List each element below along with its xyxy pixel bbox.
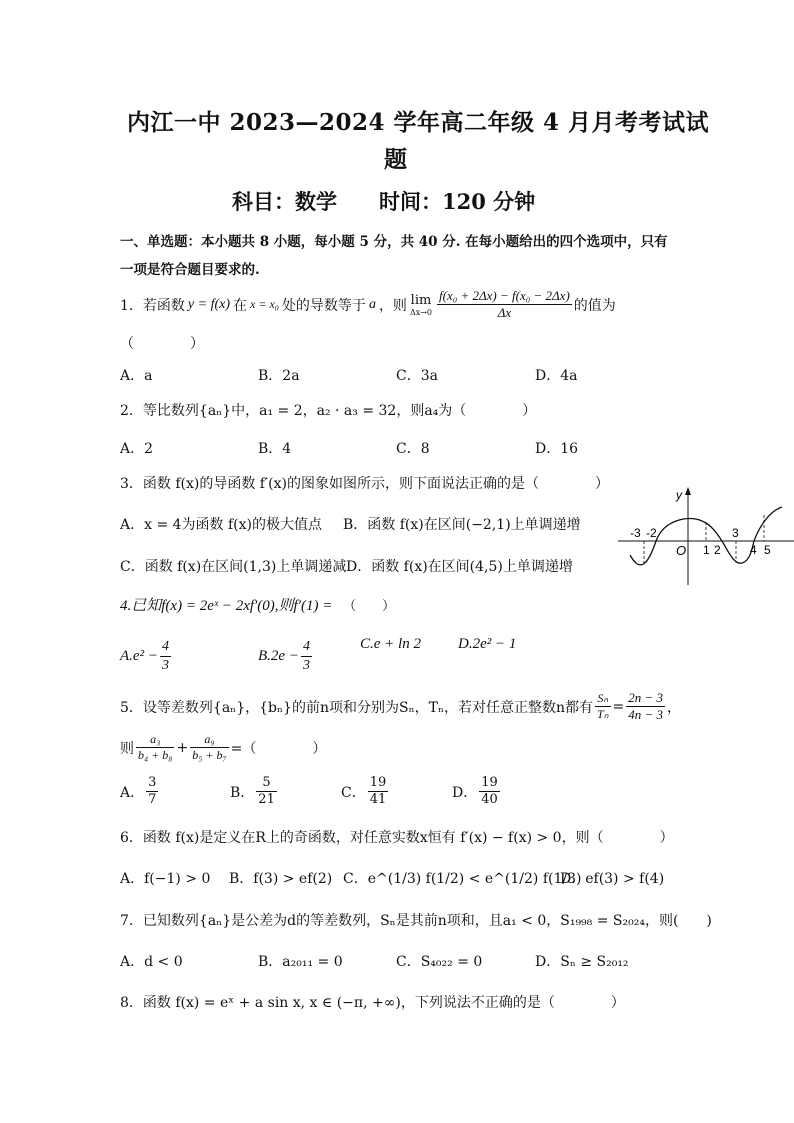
q2-option-b: B．4 — [258, 441, 292, 457]
fraction-numerator: 5 — [256, 775, 277, 792]
question-3: 3．函数 f(x)的导函数 f′(x)的图象如图所示，则下面说法正确的是（ ） — [120, 476, 609, 492]
q1-option-d: D．4a — [535, 368, 578, 384]
q7-option-c: C．S₄₀₂₂ = 0 — [396, 954, 483, 970]
q4-option-d: D.2e² − 1 — [458, 636, 517, 652]
fraction-denominator: 3 — [161, 657, 169, 673]
q4-option-b-fraction — [301, 638, 312, 674]
fraction-numerator: 3 — [146, 775, 158, 792]
q4-option-a-fraction — [160, 638, 171, 674]
q5-option-a — [120, 775, 160, 809]
q1-numerator: f(x₀ + 2Δx) − f(x₀ − 2Δx) — [437, 288, 572, 305]
q5-term-1 — [136, 732, 174, 763]
q5-option-b — [230, 775, 279, 809]
q5-ratio-s-t — [595, 691, 610, 722]
y-axis-arrow — [685, 487, 691, 495]
q2-option-a: A．2 — [120, 441, 154, 457]
q6-option-c: C．e^(1/3) f(1/2) < e^(1/2) f(1/3) — [343, 871, 582, 887]
q1-fraction — [437, 288, 572, 322]
plus-sign: + — [176, 739, 189, 756]
q6-option-a: A．f(−1) > 0 — [120, 871, 211, 887]
q1-function: y = f(x) — [187, 296, 231, 312]
q4-option-c: C.e + ln 2 — [360, 636, 421, 652]
fraction-denominator: 4n − 3 — [628, 707, 664, 723]
subject-line: 科目：数学 时间：120 分钟 — [232, 189, 536, 214]
equals-sign: = — [612, 698, 625, 715]
q7-option-a: A．d < 0 — [120, 954, 183, 970]
q4-answer-paren: （ ） — [343, 599, 396, 614]
q4-option-b — [258, 638, 314, 674]
derivative-graph — [618, 485, 794, 590]
q5-stem: 5．设等差数列{aₙ}，{bₙ}的前n项和分别为Sₙ，Tₙ，若对任意正整数n都有 — [120, 699, 594, 716]
tick-label: -2 — [646, 526, 657, 540]
q5-ratio-expression — [626, 690, 665, 724]
question-5 — [120, 690, 681, 724]
q1-option-c: C．3a — [396, 368, 438, 384]
question-6: 6．函数 f(x)是定义在R上的奇函数，对任意实数x恒有 f′(x) − f(x) > 0，则（ ） — [120, 830, 674, 846]
fraction-numerator: 4 — [160, 638, 171, 657]
section-intro: 一、单选题：本小题共 8 小题，每小题 5 分，共 40 分. 在每小题给出的四个选项中，只有 — [120, 234, 668, 250]
tick-label: 3 — [732, 526, 739, 540]
y-axis-label: y — [676, 488, 682, 502]
q6-option-b: B．f(3) > ef(2) — [229, 871, 333, 887]
q2-option-d: D．16 — [535, 441, 579, 457]
page-title-continued: 题 — [384, 146, 408, 173]
q1-lim-label: lim — [410, 292, 432, 308]
page-title: 内江一中 2023—2024 学年高二年级 4 月月考考试试 — [127, 109, 710, 136]
q7-option-d: D．Sₙ ≥ S₂₀₁₂ — [535, 954, 629, 970]
question-2: 2．等比数列{aₙ}中，a₁ = 2，a₂ · a₃ = 32，则a₄为（ ） — [120, 403, 537, 419]
fraction-denominator: 7 — [148, 792, 157, 808]
q1-point: x = x₀ — [250, 297, 279, 312]
q3-option-b: B．函数 f(x)在区间(−2,1)上单调递增 — [343, 517, 581, 533]
q7-option-b: B．a₂₀₁₁ = 0 — [258, 954, 343, 970]
q1-lim-sub: Δx→0 — [409, 307, 433, 317]
q4-option-b-text: B.2e − — [258, 647, 299, 664]
option-label: B． — [230, 784, 255, 801]
option-label: C． — [341, 784, 366, 801]
option-fraction — [256, 775, 277, 809]
q1-stem-part: 的值为 — [573, 297, 616, 314]
q1-answer-paren: （ ） — [120, 336, 204, 352]
q5-line2-end: =（ ） — [230, 740, 327, 757]
q1-denominator: Δx — [497, 305, 512, 321]
q3-option-a: A．x = 4为函数 f(x)的极大值点 — [120, 517, 322, 533]
q6-option-d: D．ef(3) > f(4) — [560, 871, 665, 887]
q1-stem-part: 1．若函数 — [120, 297, 185, 314]
fraction-denominator: 40 — [481, 792, 498, 808]
fraction-numerator: a₃ — [136, 732, 174, 748]
option-fraction — [368, 775, 389, 809]
question-1 — [120, 288, 616, 322]
tick-label: -3 — [630, 526, 641, 540]
option-fraction — [479, 775, 500, 809]
fraction-numerator: Sₙ — [595, 691, 610, 707]
fraction-denominator: Tₙ — [597, 707, 609, 722]
option-label: D． — [452, 784, 478, 801]
tick-label: 2 — [714, 543, 721, 557]
section-intro-continued: 一项是符合题目要求的. — [120, 262, 260, 278]
fraction-numerator: 2n − 3 — [626, 690, 665, 707]
q1-stem-part: ，则 — [378, 297, 407, 314]
q1-variable-a: a — [368, 296, 376, 312]
q1-limit — [410, 293, 432, 317]
q5-line2-text: 则 — [120, 740, 134, 757]
origin-label: O — [676, 543, 687, 558]
q1-option-b: B．2a — [258, 368, 300, 384]
q4-option-a-text: A.e² − — [120, 647, 158, 664]
q2-option-c: C．8 — [396, 441, 430, 457]
q1-stem-part: 在 — [233, 297, 248, 314]
q5-line-2 — [120, 732, 326, 763]
q5-option-d — [452, 775, 502, 809]
fraction-denominator: 41 — [369, 792, 387, 808]
option-fraction — [146, 775, 158, 809]
fraction-numerator: a₉ — [190, 732, 228, 748]
fraction-denominator: b₅ + b₇ — [192, 748, 227, 762]
fraction-numerator: 19 — [479, 775, 500, 792]
tick-label: 1 — [703, 543, 710, 557]
q3-option-c: C．函数 f(x)在区间(1,3)上单调递减 — [120, 559, 347, 575]
option-label: A． — [120, 784, 145, 801]
q5-term-2 — [190, 732, 228, 763]
question-8: 8．函数 f(x) = eˣ + a sin x, x ∈ (−π, +∞)，下列说法不正确的是（ ） — [120, 995, 625, 1011]
fraction-denominator: 21 — [258, 792, 275, 808]
q1-option-a: A．a — [120, 368, 153, 384]
q5-stem-end: ， — [667, 699, 682, 716]
fraction-denominator: b₄ + b₈ — [138, 748, 173, 762]
q1-stem-part: 处的导数等于 — [281, 297, 366, 314]
q4-line — [120, 594, 395, 615]
question-7: 7．已知数列{aₙ}是公差为d的等差数列，Sₙ是其前n项和，且a₁ < 0，S₁₉₉₈ = S₂₀₂₄，则( ) — [120, 913, 712, 929]
q4-option-a — [120, 638, 173, 674]
fraction-denominator: 3 — [302, 657, 310, 673]
tick-label: 4 — [750, 543, 757, 557]
fraction-numerator: 4 — [301, 638, 312, 657]
q5-option-c — [341, 775, 390, 809]
fraction-numerator: 19 — [368, 775, 389, 792]
question-4: 4.已知f(x) = 2eˣ − 2xf′(0),则f′(1) = — [120, 598, 333, 614]
q3-option-d: D．函数 f(x)在区间(4,5)上单调递增 — [346, 559, 573, 575]
tick-label: 5 — [764, 543, 771, 557]
